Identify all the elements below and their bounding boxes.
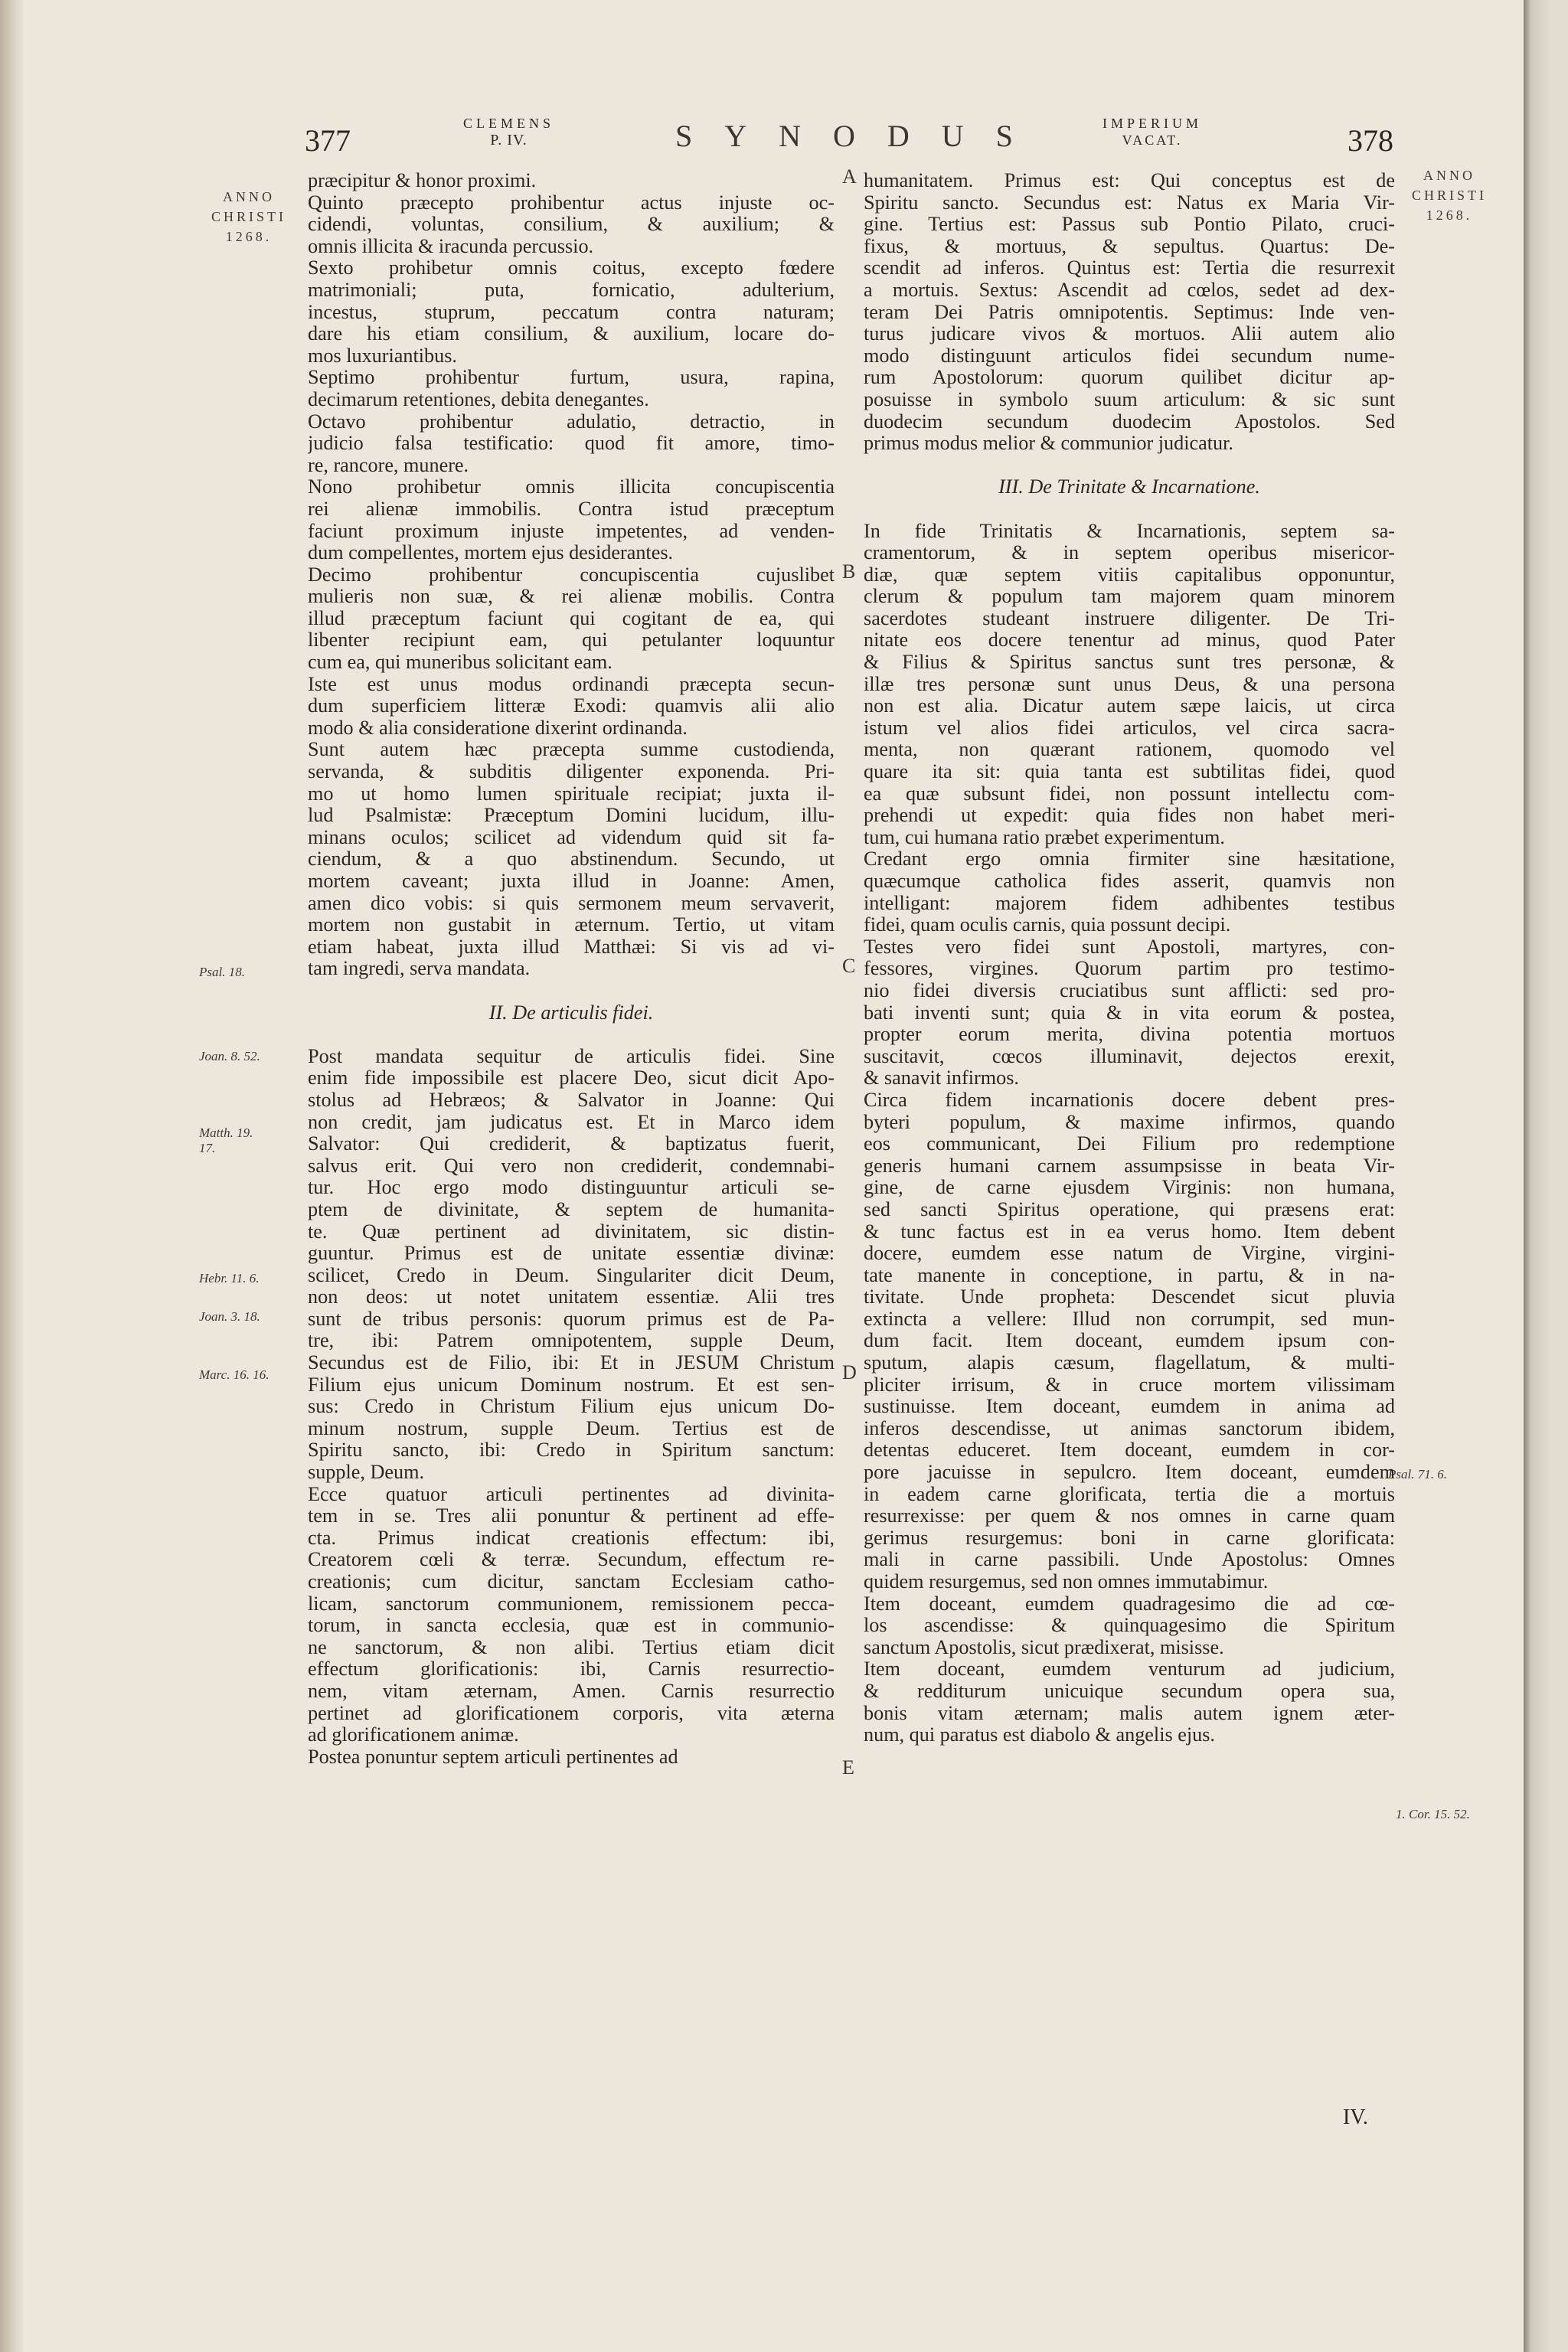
text-line: primus modus melior & communior judicatur. <box>864 433 1233 455</box>
text-line: bonis vitam æternam; malis autem ignem æter- <box>864 1702 1395 1724</box>
text-line: sus: Credo in Christum Filium ejus unicum Do- <box>308 1396 835 1418</box>
section-letter: C <box>842 955 856 977</box>
text-line: rei alienæ immobilis. Contra istud præceptum <box>308 498 835 520</box>
text-line: docere, eumdem esse natum de Virgine, virgini- <box>864 1243 1395 1265</box>
text-line: mali in carne passibili. Unde Apostolus: Omnes <box>864 1549 1395 1571</box>
text-line: guuntur. Primus est de unitate essentiæ divinæ: <box>308 1243 835 1265</box>
text-line: enim fide impossibile est placere Deo, sicut dicit Apo- <box>308 1067 835 1089</box>
text-line: licam, sanctorum communionem, remissionem pecca- <box>308 1592 835 1615</box>
section-letter: D <box>842 1361 857 1383</box>
text-line: fidei, quam oculis carnis, quia possunt decipi. <box>864 914 1231 936</box>
margin-note: Hebr. 11. 6. <box>199 1271 260 1285</box>
anno-word: ANNO <box>223 189 275 204</box>
text-line: sed sancti Spiritus operatione, qui præsens erat: <box>864 1198 1395 1220</box>
text-line: te. Quæ pertinent ad divinitatem, sic distin- <box>308 1220 835 1243</box>
text-line: cta. Primus indicat creationis effectum: ibi, <box>308 1527 835 1549</box>
right-page-number: 378 <box>1348 123 1393 158</box>
text-line: etiam habeat, juxta illud Matthæi: Si vis ad vi- <box>308 936 835 958</box>
text-line: propter eorum merita, divina potentia mortuos <box>864 1024 1395 1046</box>
text-line: duodecim secundum duodecim Apostolos. Sed <box>864 410 1395 433</box>
text-line: gine. Tertius est: Passus sub Pontio Pilato, cruci- <box>864 214 1395 236</box>
text-line: & tunc factus est in ea verus homo. Item debent <box>864 1220 1395 1243</box>
text-line: Spiritu sancto. Secundus est: Natus ex Maria Vir- <box>864 191 1395 214</box>
text-line: re, rancore, munere. <box>308 454 469 476</box>
text-line: mos luxuriantibus. <box>308 345 457 367</box>
left-text-column <box>308 170 835 1768</box>
text-line: cum ea, qui muneribus solicitant eam. <box>308 652 612 674</box>
text-line: gine, de carne ejusdem Virginis: non humana, <box>864 1177 1395 1199</box>
empire-sub: VACAT. <box>1122 132 1183 148</box>
text-line: intelligant: majorem fidem adhibentes testibus <box>864 892 1395 914</box>
text-line: eos communicant, Dei Filium pro redemptione <box>864 1133 1395 1155</box>
text-line: turus judicare vivos & mortuos. Alii autem alio <box>864 323 1395 345</box>
margin-note: Psal. 18. <box>199 965 245 979</box>
text-line: Secundus est de Filio, ibi: Et in JESUM Christum <box>308 1352 835 1374</box>
text-line: Item doceant, eumdem venturum ad judicium, <box>864 1658 1395 1681</box>
text-line: suscitavit, cœcos illuminavit, dejectos erexit, <box>864 1045 1395 1067</box>
text-line: istum vel alios fidei articulos, vel circa sacra- <box>864 717 1395 739</box>
page-title: SYNODUS <box>675 119 1045 153</box>
text-line: posuisse in symbolo suum articulum: & sic sunt <box>864 388 1395 410</box>
text-line: non credit, jam judicatus est. Et in Marco idem <box>308 1111 835 1133</box>
text-line: Testes vero fidei sunt Apostoli, martyres, con- <box>864 936 1395 958</box>
text-line: Octavo prohibentur adulatio, detractio, in <box>308 410 835 433</box>
text-line: scendit ad inferos. Quintus est: Tertia die resurrexit <box>864 257 1395 279</box>
text-line: Sunt autem hæc præcepta summe custodienda, <box>308 739 835 761</box>
text-line: stolus ad Hebræos; & Salvator in Joanne: Qui <box>308 1089 835 1111</box>
text-line: tem in se. Tres alii ponuntur & pertinent ad effe- <box>308 1505 835 1527</box>
text-line: minans oculos; scilicet ad videndum quid sit fa- <box>308 826 835 848</box>
text-line: ciendum, & a quo abstinendum. Secundo, ut <box>308 848 835 871</box>
text-line: mulieris non suæ, & rei alienæ mobilis. Contra <box>308 586 835 608</box>
text-line: cidendi, voluntas, consilium, & auxilium; & <box>308 214 835 236</box>
anno-christi-right <box>1412 165 1487 225</box>
text-line: Septimo prohibentur furtum, usura, rapina, <box>308 367 835 389</box>
text-line: cramentorum, & in septem operibus misericor- <box>864 542 1395 564</box>
text-line: extincta a vellere: Illud non corrumpit, sed mun- <box>864 1308 1395 1330</box>
year: 1268. <box>1426 207 1473 223</box>
margin-note: Psal. 71. 6. <box>1388 1467 1447 1481</box>
text-line: tate manente in conceptione, in partu, & in na- <box>864 1264 1395 1286</box>
text-line: mortem non gustabit in æternum. Tertio, ut vitam <box>308 914 835 936</box>
text-line: Sexto prohibetur omnis coitus, excepto fœdere <box>308 257 835 279</box>
text-line: prehendi ut expedit: quia fides non habet meri- <box>864 805 1395 827</box>
right-text-column <box>864 170 1395 1746</box>
text-line: tam ingredi, serva mandata. <box>308 958 531 980</box>
text-line: matrimoniali; puta, fornicatio, adulterium, <box>308 279 835 301</box>
text-line: dum superficiem litteræ Exodi: quamvis alii alio <box>308 695 835 717</box>
text-line: illud præceptum faciunt qui cogitant de ea, qui <box>308 607 835 629</box>
book-page <box>23 0 1524 2352</box>
text-line: omnis illicita & iracunda percussio. <box>308 235 594 257</box>
margin-note: 1. Cor. 15. 52. <box>1396 1807 1470 1821</box>
text-line: ad glorificationem animæ. <box>308 1724 519 1746</box>
section-letter: E <box>842 1756 854 1779</box>
text-line: & sanavit infirmos. <box>864 1067 1019 1089</box>
text-line: menta, non quærant rationem, quomodo vel <box>864 739 1395 761</box>
text-line: humanitatem. Primus est: Qui conceptus est de <box>864 170 1395 191</box>
section-letter: B <box>842 560 856 583</box>
text-line: modo & alia consideratione dixerint ordinanda. <box>308 717 688 739</box>
text-line: bati inventi sunt; quia & in vita eorum & postea, <box>864 1001 1395 1024</box>
text-line: ptem de divinitate, & septem de humanita- <box>308 1198 835 1220</box>
text-line: Nono prohibetur omnis illicita concupiscentia <box>308 476 835 498</box>
text-line: Postea ponuntur septem articuli pertinentes ad <box>308 1746 678 1768</box>
text-line: tum, cui humana ratio præbet experimentum. <box>864 826 1225 848</box>
text-line: & Filius & Spiritus sanctus sunt tres personæ, & <box>864 652 1395 674</box>
text-line: los ascendisse: & quinquagesimo die Spiritum <box>864 1615 1395 1637</box>
text-line: Quinto præcepto prohibentur actus injuste oc- <box>308 191 835 214</box>
text-line: teram Dei Patris omnipotentis. Septimus: Inde ven- <box>864 301 1395 323</box>
text-line: quidem resurgemus, sed non omnes immutabimur. <box>864 1571 1269 1592</box>
text-line: non est alia. Dicatur autem sæpe laicis, ut circa <box>864 695 1395 717</box>
text-line: Spiritu sancto, ibi: Credo in Spiritum sanctum: <box>308 1439 835 1462</box>
margin-note: Matth. 19. <box>199 1125 253 1140</box>
text-line: inferos descendisse, ut animas sanctorum ibidem, <box>864 1417 1395 1439</box>
text-line: Salvator: Qui crediderit, & baptizatus fuerit, <box>308 1133 835 1155</box>
text-line: scilicet, Credo in Deum. Singulariter dicit Deum, <box>308 1264 835 1286</box>
text-line: amen dico vobis: si quis sermonem meum servaverit, <box>308 892 835 914</box>
margin-note: Marc. 16. 16. <box>199 1367 270 1382</box>
margin-note: 17. <box>199 1141 216 1155</box>
text-line: præcipitur & honor proximi. <box>308 170 537 191</box>
text-line: sacerdotes studeant instruere diligenter. De Tri- <box>864 607 1395 629</box>
christi-word: CHRISTI <box>211 209 287 224</box>
year: 1268. <box>225 229 273 244</box>
text-line <box>308 1024 835 1046</box>
text-line: dum facit. Item doceant, eumdem ipsum con- <box>864 1330 1395 1352</box>
text-line: effectum glorificationis: ibi, Carnis resurrectio- <box>308 1658 835 1681</box>
text-line: & redditurum unicuique secundum opera sua, <box>864 1680 1395 1702</box>
text-line: ne sanctorum, & non alibi. Tertius etiam dicit <box>308 1636 835 1658</box>
text-line: tur. Hoc ergo modo distinguuntur articuli se- <box>308 1177 835 1199</box>
text-line: tivitate. Unde propheta: Descendet sicut pluvia <box>864 1286 1395 1308</box>
text-line: Iste est unus modus ordinandi præcepta secun- <box>308 673 835 695</box>
text-line: illæ tres personæ sunt unus Deus, & una persona <box>864 673 1395 695</box>
text-line: lud Psalmistæ: Præceptum Domini lucidum, illu- <box>308 805 835 827</box>
text-line: salvus erit. Qui vero non crediderit, condemnabi- <box>308 1155 835 1177</box>
text-line: gerimus resurgemus: boni in carne glorificata: <box>864 1527 1395 1549</box>
text-line: num, qui paratus est diabolo & angelis ejus. <box>864 1724 1215 1746</box>
text-line: detentas educeret. Item doceant, eumdem in cor- <box>864 1439 1395 1462</box>
text-line: pore jacuisse in sepulcro. Item doceant, eumdem <box>864 1462 1395 1484</box>
text-line: sustinuisse. Item doceant, eumdem in anima ad <box>864 1396 1395 1418</box>
right-empire-label <box>1102 115 1202 149</box>
pope-sub: P. IV. <box>490 132 528 149</box>
text-line: libenter recipiunt eam, qui petulanter loquuntur <box>308 629 835 652</box>
text-line: mo ut homo lumen spirituale recipiat; juxta il- <box>308 782 835 805</box>
text-line <box>864 455 1395 477</box>
text-line <box>308 980 835 1002</box>
text-line: incestus, stuprum, peccatum contra naturam; <box>308 301 835 323</box>
catchword: IV. <box>1343 2105 1368 2129</box>
text-line: resurrexisse: per quem & nos omnes in carne quam <box>864 1505 1395 1527</box>
text-line: In fide Trinitatis & Incarnationis, septem sa- <box>864 520 1395 542</box>
text-line: clerum & populum tam majorem quam minorem <box>864 586 1395 608</box>
margin-note: Joan. 3. 18. <box>199 1309 260 1324</box>
left-page-number: 377 <box>305 123 351 158</box>
text-line: a mortuis. Sextus: Ascendit ad cœlos, sedet ad dex- <box>864 279 1395 301</box>
running-header <box>23 107 1524 161</box>
text-line: modo distinguunt articulos fidei secundum nume- <box>864 345 1395 367</box>
text-line: quare ita sit: quia tanta est subtilitas fidei, quod <box>864 761 1395 783</box>
text-line: Filium ejus unicum Dominum nostrum. Et est sen- <box>308 1374 835 1396</box>
anno-christi-left <box>211 187 286 247</box>
text-line: sanctum Apostolis, sicut prædixerat, misisse. <box>864 1636 1224 1658</box>
text-line: creationis; cum dicitur, sanctam Ecclesiam catho- <box>308 1571 835 1592</box>
text-line: rum Apostolorum: quorum quilibet dicitur ap- <box>864 367 1395 389</box>
text-line: ea quæ subsunt fidei, non possunt intellectu com- <box>864 782 1395 805</box>
text-line: sputum, alapis cæsum, flagellatum, & multi- <box>864 1352 1395 1374</box>
text-line: Post mandata sequitur de articulis fidei. Sine <box>308 1045 835 1067</box>
text-line: byteri populum, & maxime infirmos, quando <box>864 1111 1395 1133</box>
text-line <box>864 498 1395 521</box>
text-line: diæ, quæ septem vitiis capitalibus opponuntur, <box>864 564 1395 586</box>
text-line: Creatorem cœli & terræ. Secundum, effectum re- <box>308 1549 835 1571</box>
text-line: Item doceant, eumdem quadragesimo die ad cœ- <box>864 1592 1395 1615</box>
christi-word: CHRISTI <box>1412 188 1488 203</box>
text-line: nio fidei diversis cruciatibus sunt afflicti: sed pro- <box>864 979 1395 1001</box>
text-line: dare his etiam consilium, & auxilium, locare do- <box>308 323 835 345</box>
text-line: Decimo prohibentur concupiscentia cujuslibet <box>308 564 835 586</box>
text-line: fixus, & mortuus, & sepultus. Quartus: De- <box>864 235 1395 257</box>
text-line: Credant ergo omnia firmiter sine hæsitatione, <box>864 848 1395 871</box>
text-line: in eadem carne glorificata, tertia die a mortuis <box>864 1483 1395 1505</box>
text-line: Ecce quatuor articuli pertinentes ad divinita- <box>308 1483 835 1505</box>
pope-name: CLEMENS <box>463 116 555 131</box>
text-line: tre, ibi: Patrem omnipotentem, supple Deum, <box>308 1330 835 1352</box>
text-line: nitate eos docere tenentur ad minus, quod Pater <box>864 629 1395 652</box>
text-line: decimarum retentiones, debita denegantes. <box>308 388 649 410</box>
text-line: supple, Deum. <box>308 1462 425 1484</box>
empire-name: IMPERIUM <box>1102 116 1203 131</box>
text-line: pertinet ad glorificationem corporis, vita æterna <box>308 1702 835 1724</box>
text-line: non deos: ut notet unitatem essentiæ. Alii tres <box>308 1286 835 1308</box>
text-line: judicio falsa testificatio: quod fit amore, timo- <box>308 433 835 455</box>
section-letter: A <box>842 165 857 188</box>
text-line: minum nostrum, supple Deum. Tertius est de <box>308 1417 835 1439</box>
text-line: generis humani carnem assumpsisse in beata Vir- <box>864 1155 1395 1177</box>
left-pope-label <box>463 115 554 149</box>
text-line: torum, in sancta ecclesia, quæ est in communio- <box>308 1615 835 1637</box>
text-line: III. De Trinitate & Incarnatione. <box>998 476 1260 498</box>
anno-word: ANNO <box>1423 168 1475 183</box>
text-line: Circa fidem incarnationis docere debent pres- <box>864 1089 1395 1111</box>
text-line: nem, vitam æternam, Amen. Carnis resurrectio <box>308 1680 835 1702</box>
margin-note: Joan. 8. 52. <box>199 1049 260 1063</box>
binding-gutter <box>0 0 23 2352</box>
text-line: sunt de tribus personis: quorum primus est de Pa- <box>308 1308 835 1330</box>
text-line: mortem caveant; juxta illud in Joanne: Amen, <box>308 871 835 892</box>
text-line: servanda, & subditis diligenter exponenda. Pri- <box>308 761 835 783</box>
text-line: pliciter irrisum, & in cruce mortem vilissimam <box>864 1374 1395 1396</box>
text-line: quæcumque catholica fides asserit, quamvis non <box>864 871 1395 892</box>
next-page-edge <box>1524 0 1568 2352</box>
text-line: faciunt proximum injuste impetentes, ad venden- <box>308 520 835 542</box>
text-line: II. De articulis fidei. <box>488 1001 654 1024</box>
text-line: fessores, virgines. Quorum partim pro testimo- <box>864 958 1395 980</box>
text-line: dum compellentes, mortem ejus desiderantes. <box>308 542 674 564</box>
